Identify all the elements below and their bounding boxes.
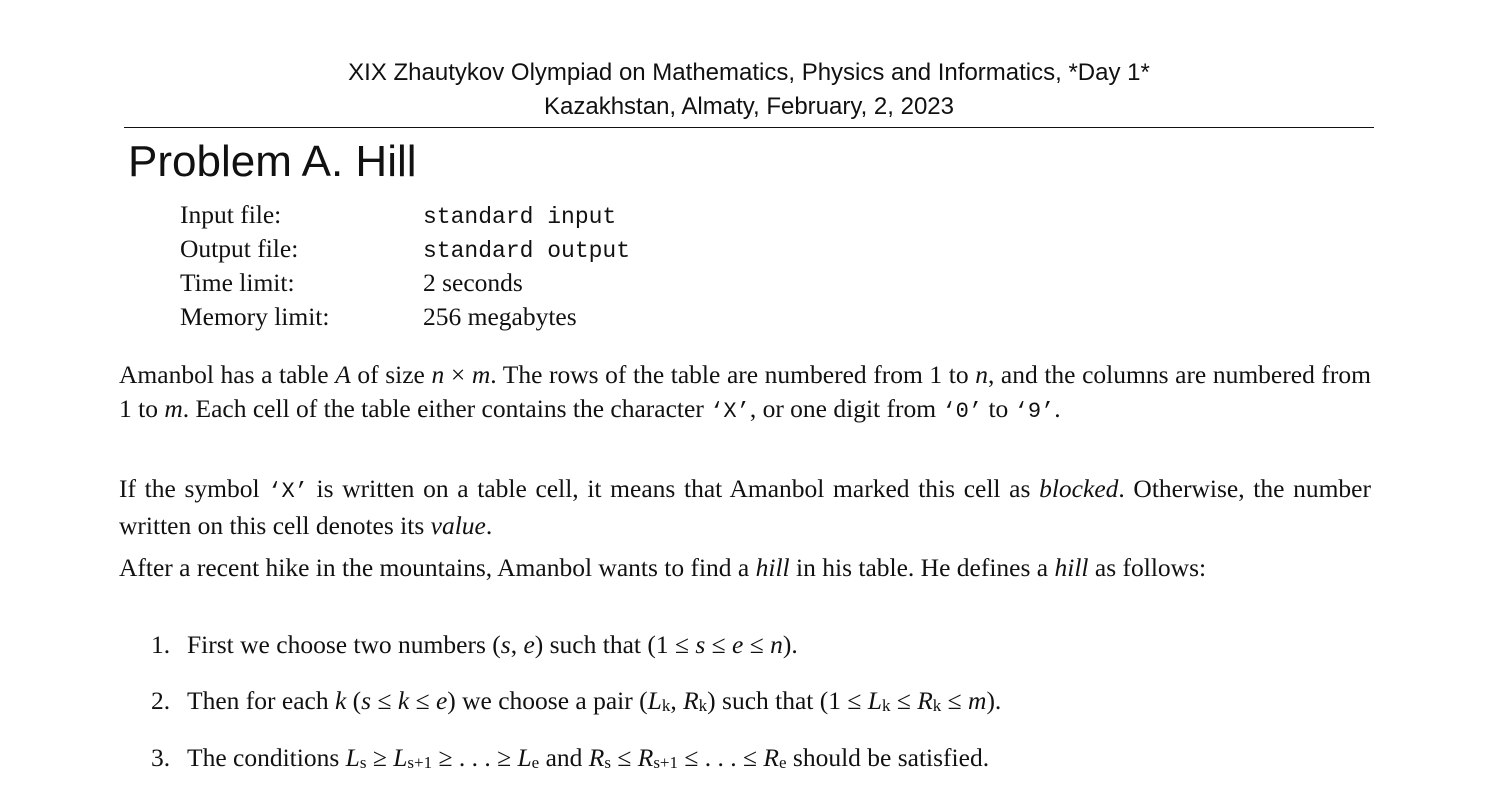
limit-label: Time limit: [180, 268, 295, 297]
limit-label: Input file: [180, 200, 282, 229]
text-run: ). [782, 630, 798, 659]
char-literal: ‘X’ [710, 399, 750, 424]
statement-paragraph-table [119, 358, 1371, 429]
text-run: in his table. He defines a [789, 553, 1055, 582]
math-var: blocked [1039, 474, 1119, 503]
math-var: R [637, 743, 654, 772]
char-literal: ‘0’ [942, 399, 983, 424]
math-var: e [435, 686, 448, 715]
limit-value: standard input [423, 204, 617, 230]
text-run: ) we choose a pair ( [447, 686, 648, 715]
math-var: L [393, 743, 408, 772]
math-subscript: s [359, 753, 367, 772]
list-text [187, 686, 1001, 715]
contest-title: XIX Zhautykov Olympiad on Mathematics, Physics and Informatics, *Day 1* [348, 59, 1150, 86]
limit-row-memory [180, 300, 630, 334]
math-var: hill [1054, 553, 1089, 582]
math-var: hill [755, 553, 790, 582]
hill-condition-item [151, 741, 989, 775]
math-var: m [164, 394, 183, 423]
header-divider [124, 127, 1374, 128]
text-run: ≤ [610, 743, 638, 772]
problem-title: Problem A. Hill [128, 137, 417, 186]
problem-limits-table [180, 198, 630, 334]
limit-value: standard output [423, 238, 631, 264]
text-run: , [670, 686, 684, 715]
text-run: is written on a table cell, it means that Amanbol marked this cell as [307, 474, 1040, 503]
math-var: R [763, 743, 779, 772]
limit-value: 256 megabytes [423, 302, 577, 331]
text-run: as follows: [1088, 553, 1207, 582]
math-var: s [695, 630, 706, 659]
text-run: × [444, 360, 472, 389]
text-run: of size [350, 360, 432, 389]
contest-header [124, 56, 1374, 124]
math-var: e [732, 630, 744, 659]
math-var: L [867, 686, 882, 715]
list-number: 1. [151, 630, 171, 659]
hill-condition-item [151, 684, 1001, 718]
limit-value: 2 seconds [423, 268, 523, 297]
text-run: and [539, 743, 589, 772]
text-run: . Each cell of the table either contains the character [182, 394, 711, 423]
math-subscript: k [932, 696, 942, 715]
contest-location-date: Kazakhstan, Almaty, February, 2, 2023 [544, 93, 954, 120]
text-run: Then for each [187, 686, 335, 715]
math-var: s [500, 630, 511, 659]
text-run: ≤ [743, 630, 771, 659]
statement-paragraph-hill [119, 551, 1371, 585]
text-run: ≤ . . . ≤ [678, 743, 764, 772]
text-run: ). [986, 686, 1002, 715]
text-run: , [510, 630, 524, 659]
hill-condition-item [151, 628, 798, 662]
text-run: ≥ [366, 743, 394, 772]
math-var: k [334, 686, 347, 715]
math-subscript: k [661, 696, 671, 715]
text-run: ≤ [409, 686, 436, 715]
math-var: e [523, 630, 535, 659]
text-run: If the symbol [119, 474, 269, 503]
math-var: L [345, 743, 360, 772]
limit-row-output-file [180, 232, 630, 266]
text-run: ≤ [371, 686, 398, 715]
math-var: n [975, 360, 988, 389]
math-var: m [968, 686, 987, 715]
math-subscript: k [881, 696, 891, 715]
math-var: A [335, 360, 351, 389]
limit-row-input-file [180, 198, 630, 232]
math-var: n [770, 630, 783, 659]
math-var: k [397, 686, 410, 715]
text-run: . Otherwise, the number written on this cell denotes its [119, 474, 1371, 540]
math-var: L [517, 743, 532, 772]
list-text [187, 630, 798, 659]
math-subscript: e [531, 753, 540, 772]
math-subscript: s [604, 753, 611, 772]
text-run: ≥ . . . ≥ [432, 743, 518, 772]
char-literal: ‘X’ [268, 479, 308, 504]
text-run: , and the columns are numbered from 1 to [119, 360, 1371, 423]
math-var: L [647, 686, 662, 715]
text-run: ≤ [705, 630, 733, 659]
math-subscript: s+1 [653, 753, 679, 772]
text-run: ≤ [890, 686, 918, 715]
math-var: n [431, 360, 445, 389]
text-run: ) such that (1 ≤ [707, 686, 868, 715]
math-var: R [683, 686, 699, 715]
text-run: . The rows of the table are numbered from 1 to [490, 360, 976, 389]
math-var: s [361, 686, 372, 715]
math-subscript: k [698, 696, 708, 715]
text-run: to [982, 394, 1015, 423]
list-text [187, 743, 989, 772]
text-run: ( [346, 686, 362, 715]
limit-label: Output file: [180, 234, 299, 263]
statement-paragraph-blocked [119, 472, 1371, 543]
text-run: Amanbol has a table [119, 360, 336, 389]
math-var: value [430, 511, 486, 540]
text-run: First we choose two numbers ( [187, 630, 501, 659]
text-run: . [485, 511, 493, 540]
list-number: 3. [151, 743, 171, 772]
limit-row-time [180, 266, 630, 300]
text-run: , or one digit from [749, 394, 943, 423]
text-run: After a recent hike in the mountains, Amanbol wants to find a [119, 553, 756, 582]
text-run: should be satisfied. [786, 743, 990, 772]
text-run: . [1054, 394, 1061, 423]
text-run: The conditions [187, 743, 346, 772]
math-var: m [471, 360, 491, 389]
math-var: R [917, 686, 933, 715]
list-number: 2. [151, 686, 171, 715]
math-subscript: e [778, 753, 787, 772]
text-run: ≤ [941, 686, 969, 715]
limit-label: Memory limit: [180, 302, 330, 331]
math-var: R [588, 743, 605, 772]
char-literal: ‘9’ [1014, 399, 1055, 424]
math-subscript: s+1 [407, 753, 433, 772]
text-run: ) such that (1 ≤ [534, 630, 696, 659]
